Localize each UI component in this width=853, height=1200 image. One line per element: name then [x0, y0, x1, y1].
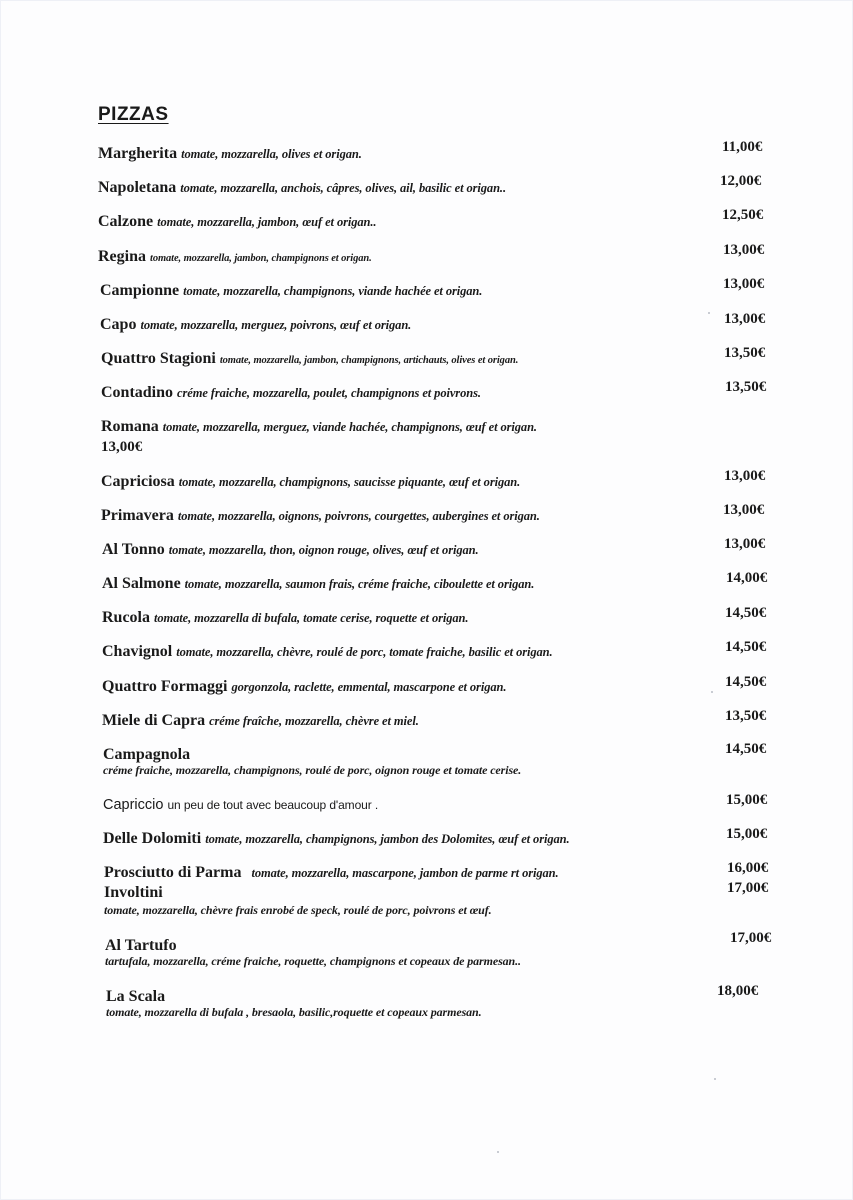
menu-item-al-salmone — [102, 575, 534, 593]
scan-speck — [711, 691, 713, 693]
menu-item-chavignol — [102, 643, 553, 661]
menu-item-involtini — [104, 884, 163, 902]
item-name: Delle Dolomiti — [103, 830, 202, 847]
menu-item-delle-dolomiti — [103, 830, 570, 848]
item-name: Al Tonno — [102, 541, 165, 558]
item-name: Campagnola — [103, 746, 191, 763]
item-name: Al Tartufo — [105, 937, 177, 954]
menu-item-capriciosa — [101, 473, 520, 491]
menu-item-quattro-stagioni — [101, 350, 518, 370]
item-name: Miele di Capra — [102, 712, 206, 729]
item-name: Regina — [98, 248, 146, 265]
menu-item-al-tonno — [102, 541, 479, 559]
item-price: 17,00€ — [730, 930, 772, 946]
menu-item-campagnola — [103, 746, 190, 764]
item-price: 13,50€ — [724, 345, 766, 361]
item-description: tomate, mozzarella, olives et origan. — [181, 147, 362, 161]
item-name: Margherita — [98, 145, 178, 162]
item-description: tomate, mozzarella, jambon, œuf et origan.. — [157, 215, 377, 229]
item-description: tomate, mozzarella, merguez, viande hachée, champignons, œuf et origan. — [162, 420, 537, 434]
item-name: Romana — [101, 418, 159, 435]
item-name: Campionne — [100, 282, 180, 299]
menu-item-contadino — [101, 384, 481, 402]
item-name: Rucola — [102, 609, 150, 626]
item-description: tomate, mozzarella, thon, oignon rouge, olives, œuf et origan. — [168, 543, 479, 557]
item-description: tomate, mozzarella di bufala , bresaola, basilic,roquette et copeaux parmesan. — [106, 1005, 482, 1019]
item-description: tomate, mozzarella, jambon, champignons, artichauts, olives et origan. — [219, 355, 519, 366]
item-price: 14,00€ — [726, 570, 768, 586]
item-name: Capriciosa — [101, 473, 175, 490]
item-name: Prosciutto di Parma — [104, 864, 242, 881]
item-price: 14,50€ — [725, 674, 767, 690]
scan-speck — [708, 312, 710, 314]
item-description: gorgonzola, raclette, emmental, mascarpone et origan. — [231, 680, 507, 694]
item-price: 16,00€ — [727, 860, 769, 876]
item-name: Napoletana — [98, 179, 177, 196]
menu-item-capo — [100, 316, 411, 334]
item-price: 13,50€ — [725, 708, 767, 724]
item-price: 13,00€ — [723, 276, 765, 292]
item-description: tomate, mozzarella di bufala, tomate cerise, roquette et origan. — [154, 611, 469, 625]
item-description: tomate, mozzarella, anchois, câpres, olives, ail, basilic et origan.. — [180, 181, 506, 195]
item-price: 13,00€ — [724, 468, 766, 484]
item-description: tomate, mozzarella, oignons, poivrons, courgettes, aubergines et origan. — [177, 509, 540, 523]
item-description: tomate, mozzarella, champignons, viande hachée et origan. — [183, 284, 483, 298]
menu-item-calzone — [98, 213, 376, 231]
item-description: créme fraiche, mozzarella, poulet, champignons et poivrons. — [177, 386, 481, 400]
menu-item-campionne — [100, 282, 482, 300]
item-price: 15,00€ — [726, 826, 768, 842]
item-price: 14,50€ — [725, 605, 767, 621]
item-price: 13,00€ — [724, 311, 766, 327]
item-name: Capo — [100, 316, 137, 333]
item-price: 13,00€ — [723, 242, 765, 258]
item-name: La Scala — [106, 988, 166, 1005]
item-price: 13,00€ — [101, 439, 143, 455]
item-name: Contadino — [101, 384, 174, 401]
item-price: 12,50€ — [722, 207, 764, 223]
item-price: 15,00€ — [726, 792, 768, 808]
scan-speck — [714, 1078, 716, 1080]
menu-item-la-scala — [106, 988, 165, 1006]
item-name: Quattro Stagioni — [101, 350, 216, 367]
scan-speck — [497, 1151, 499, 1153]
item-price: 14,50€ — [725, 741, 767, 757]
item-description: créme fraîche, mozzarella, chèvre et miel. — [209, 714, 419, 728]
item-price: 13,50€ — [725, 379, 767, 395]
item-description: créme fraiche, mozzarella, champignons, roulé de porc, oignon rouge et tomate cerise. — [103, 763, 522, 777]
item-description: tomate, mozzarella, merguez, poivrons, œuf et origan. — [140, 318, 412, 332]
menu-item-al-tartufo — [105, 937, 177, 955]
item-name: Involtini — [104, 884, 163, 901]
item-price: 12,00€ — [720, 173, 762, 189]
item-price: 17,00€ — [727, 880, 769, 896]
menu-item-regina — [98, 248, 372, 268]
menu-item-napoletana — [98, 179, 506, 197]
menu-item-margherita — [98, 145, 362, 163]
item-price: 11,00€ — [722, 139, 763, 155]
item-description: un peu de tout avec beaucoup d'amour . — [167, 798, 379, 812]
item-price: 13,00€ — [723, 502, 765, 518]
menu-item-miele-di-capra — [102, 712, 419, 730]
item-price: 14,50€ — [725, 639, 767, 655]
item-description: tomate, mozzarella, chèvre, roulé de porc, tomate fraiche, basilic et origan. — [176, 645, 553, 659]
item-description: tomate, mozzarella, champignons, jambon des Dolomites, œuf et origan. — [205, 832, 570, 846]
item-description: tomate, mozzarella, saumon frais, créme fraiche, ciboulette et origan. — [184, 577, 535, 591]
item-name: Primavera — [101, 507, 174, 524]
menu-item-rucola — [102, 609, 468, 627]
item-name: Chavignol — [102, 643, 173, 660]
item-description: tartufala, mozzarella, créme fraiche, roquette, champignons et copeaux de parmesan.. — [105, 954, 521, 968]
item-description: tomate, mozzarella, chèvre frais enrobé de speck, roulé de porc, poivrons et œuf. — [104, 903, 492, 917]
item-price: 13,00€ — [724, 536, 766, 552]
item-description: tomate, mozzarella, mascarpone, jambon de parme rt origan. — [251, 866, 559, 880]
item-name: Calzone — [98, 213, 154, 230]
menu-item-capriccio — [103, 796, 378, 814]
menu-item-prosciutto-di-parma — [104, 864, 559, 882]
menu-item-primavera — [101, 507, 540, 525]
item-name: Capriccio — [103, 797, 164, 813]
item-name: Al Salmone — [102, 575, 181, 592]
section-title: PIZZAS — [98, 104, 169, 125]
menu-item-romana — [101, 418, 537, 436]
item-name: Quattro Formaggi — [102, 678, 228, 695]
item-description: tomate, mozzarella, jambon, champignons et origan. — [150, 253, 372, 264]
item-price: 18,00€ — [717, 983, 759, 999]
item-description: tomate, mozzarella, champignons, saucisse piquante, œuf et origan. — [178, 475, 521, 489]
menu-item-quattro-formaggi — [102, 678, 506, 696]
